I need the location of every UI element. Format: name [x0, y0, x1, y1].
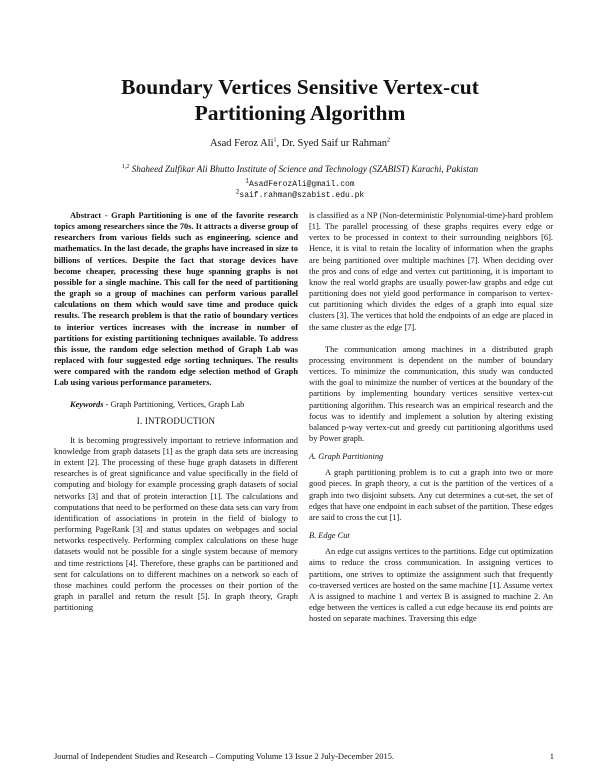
keywords: [54, 399, 298, 410]
keywords-label: Keywords: [70, 399, 104, 409]
title-line-2: Partitioning Algorithm: [194, 101, 406, 125]
affiliation: [40, 164, 560, 174]
abstract: Abstract - Graph Partitioning is one of the favorite research topics among researchers since the 70s. It attracts a diverse group of researchers from various fields such as engineering, science and mathematics. In the last decade, the graphs have increased in size to billions of vertices. Despite the fact that storage devices have become cheaper, processing these huge spanning graphs is not possible for a single machine. This call for the need of partitioning the graph so a group of machines can perform various parallel calculations on them which would save time and produce quick results. The research problem is that the ratio of boundary vertices to interior vertices increases with the increase in number of partitions for existing partitioning techniques available. To address this issue, the random edge selection method of Graph Lab was replaced with four suggested edge sorting techniques. The results were compared with the random edge selection method of Graph Lab using various performance parameters.: [54, 211, 298, 388]
subsection-b-paragraph: An edge cut assigns vertices to the partitions. Edge cut optimization aims to reduce the cross communication. In assigning vertices to partitions, one strives to optimize the assignment such that frequently co-traversed vertices are hosted on the same machine [1]. Assume vertex A is assigned to machine 1 and vertex B is assigned to machine 2. An edge between the vertices is called a cut edge because its end points are hosted on separate machines. Traversing this edge: [309, 547, 553, 624]
email-1-sup: 1: [245, 177, 249, 185]
page-footer: [54, 751, 554, 761]
author-1-email: [40, 177, 560, 189]
subsection-b-heading: B. Edge Cut: [309, 531, 350, 541]
affiliation-sup: 1,2: [121, 163, 130, 170]
left-column: [54, 210, 298, 613]
paper-title: [40, 74, 560, 126]
subsection-a-paragraph: A graph partitioning problem is to cut a graph into two or more good pieces. In graph theory, a cut is the partition of the vertices of a graph into two disjoint subsets. Any cut determines a cut-set, the set of edges that have one endpoint in each subset of the partition. These edges are said to cross the cut [1].: [309, 468, 553, 522]
author-2-sup: 2: [387, 137, 391, 144]
intro-paragraph-1-continued: is classified as a NP (Non-deterministic Polynomial-time)-hard problem [1]. The parallel processing of these graphs requires every edge or vertex to be processed in context to their surrounding neighbors [6]. Hence, it is vital to retain the locality of information when the graphs are being partitioned over multiple machines [7]. When deciding over the pros and cons of edge and vertex cut partitioning, it is important to know the real world graphs are usually power-law graphs and edge cut partitioning does not yield good performance in comparison to vertex-cut partitioning which divides the edges of a graph into equal size clusters [3]. The vertices that hold the endpoints of an edge are placed in the same cluster as the edge [7].: [309, 211, 553, 332]
intro-paragraph-2: The communication among machines in a distributed graph processing environment is dependent on the number of boundary vertices. To minimize the communication, this study was conducted with the goal to minimize the number of vertices at the boundary of the partitions by implementing boundary vertices sensitive vertex-cut partitioning algorithm. This research was an empirical research and the focus was to identify and implement a solution by altering existing balanced p-way vertex-cut and greedy cut partitioning algorithms used by Power graph.: [309, 344, 553, 443]
page-number: 1: [549, 751, 554, 761]
right-column: [309, 210, 553, 624]
keywords-text: - Graph Partitioning, Vertices, Graph Lab: [103, 399, 245, 409]
affiliation-text: Shaheed Zulfikar Ali Bhutto Institute of Science and Technology (SZABIST) Karachi, Pakistan: [131, 164, 479, 174]
footer-journal-text: Journal of Independent Studies and Research – Computing Volume 13 Issue 2 July-December 2015.: [54, 751, 395, 761]
title-line-1: Boundary Vertices Sensitive Vertex-cut: [121, 75, 479, 99]
author-separator: , Dr. Syed Saif ur Rahman: [276, 138, 388, 149]
section-introduction-heading: I. INTRODUCTION: [136, 415, 216, 426]
author-1: Asad Feroz Ali: [209, 138, 274, 149]
subsection-a-heading: A. Graph Partitioning: [309, 452, 384, 462]
email-1-text: AsadFerozAli@gmail.com: [248, 180, 355, 189]
author-1-sup: 1: [273, 137, 277, 144]
paragraph-gap: [309, 333, 553, 344]
email-2-sup: 2: [235, 188, 240, 196]
intro-paragraph-1: It is becoming progressively important to retrieve information and knowledge from graph datasets [1] as the graph data sets are increasing in extent [2]. The processing of these huge graph datasets in different researches is of great significance and value specifically in the field of computing and biology for example processing graph datasets of social networks [3] and that of protein interaction [1]. The calculations and computations that need to be performed on these data sets can vary from identification of associations in protein in the field of biology to performing PageRank [3] and status updates on webpages and social networks respectively. Performing complex calculations on these huge datasets would not be possible for a single system because of memory and time restrictions [4]. Therefore, these graphs can be partitioned and sent for calculations on to different machines on a network so each of those machines could perform the processes on their portion of the graph in parallel and return the result [5]. In graph theory, Graph partitioning: [54, 435, 298, 613]
author-2-email: [40, 188, 560, 200]
author-line: [40, 138, 560, 149]
email-2-text: saif.rahman@szabist.edu.pk: [239, 191, 365, 200]
